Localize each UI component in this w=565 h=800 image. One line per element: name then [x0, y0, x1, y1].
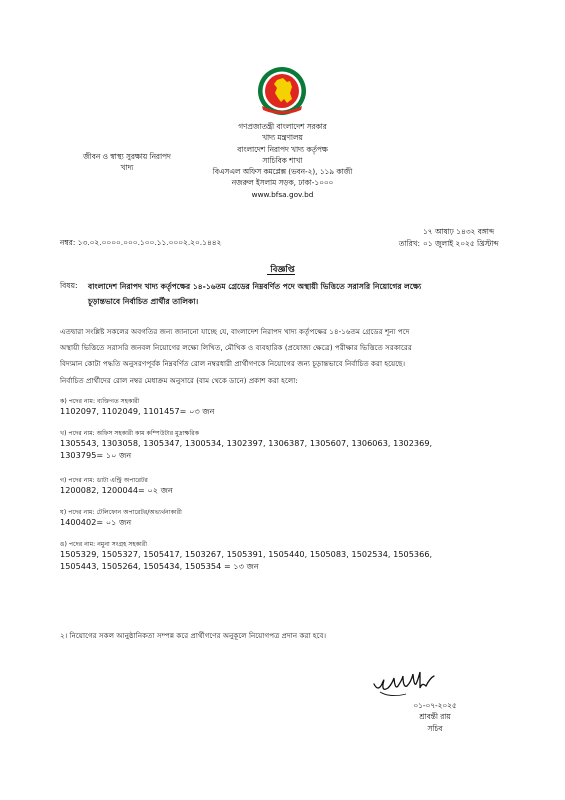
body-line-2: অস্থায়ী ভিত্তিতে সরাসরি জনবল নিয়োগের লক্ষ্যে লিখিত, মৌখিক ও ব্যবহারিক (প্রযোজ্য ক্ষেত্রে) পরীক্ষার ভিত্তিতে সরকারের	[60, 343, 412, 353]
section-title: ক) পদের নাম: ব্যক্তিগত সহকারী	[60, 398, 140, 405]
header-line-section: সাচিবিক শাখা	[262, 155, 303, 165]
section-title: খ) পদের নাম: অফিস সহকারী কাম কম্পিউটার মুদ্রাক্ষরিক	[60, 430, 200, 437]
header-line-address-2: নজরুল ইসলাম সড়ক, ঢাকা-১০০০	[231, 178, 334, 188]
tagline-line-2: খাদ্য	[120, 163, 134, 173]
body-line-3: বিদ্যমান কোটা পদ্ধতি অনুসরণপূর্বক নিম্নবর্ণিত রোল নম্বরধারী প্রার্থীগণকে নিয়োগের জন্য চূড়ান্তভাবে নির্বাচিত করা হয়েছে।	[60, 359, 406, 369]
header-line-ministry: খাদ্য মন্ত্রণালয়	[262, 133, 303, 143]
roll-list-line: 1505329, 1505327, 1505417, 1503267, 1505391, 1505440, 1505083, 1502534, 1505366,	[60, 549, 433, 559]
section-data-entry-operator	[60, 476, 173, 497]
date-bangla: ১৭ আষাঢ় ১৪৩২ বঙ্গাব্দ	[423, 227, 495, 236]
memo-number: নম্বর: ১৩.০২.০০০০.০০০.১০০.১১.০০০২.২০.১৪৪২	[60, 238, 222, 247]
roll-list-line: 1200082, 1200044= ০২ জন	[60, 485, 173, 495]
subject-text	[88, 280, 508, 309]
subject-line-2: চূড়ান্তভাবে নির্বাচিত প্রার্থীর তালিকা।	[88, 296, 199, 306]
final-clause: ২। নিয়োগের সকল আনুষ্ঠানিকতা সম্পন্ন করে প্রার্থীগণের অনুকূলে নিয়োগপত্র প্রদান করা হবে।	[60, 631, 327, 640]
government-emblem	[257, 66, 307, 116]
tagline-line-1: জীবন ও স্বাস্থ্য সুরক্ষায় নিরাপদ	[83, 152, 171, 161]
section-title: ঘ) পদের নাম: টেলিফোন অপারেটর/অভ্যর্থনাকারী	[60, 509, 182, 516]
notice-heading: বিজ্ঞপ্তি	[270, 264, 295, 274]
subject-line-1: বাংলাদেশ নিরাপদ খাদ্য কর্তৃপক্ষের ১৪-১৬তম গ্রেডের নিম্নবর্ণিত পদে অস্থায়ী ভিত্তিতে সরাসরি নিয়োগের লক্ষ্যে	[88, 282, 422, 291]
section-telephone-operator	[60, 508, 182, 529]
roll-list-line: 1505443, 1505264, 1505434, 1505354 = ১৩ জন	[60, 560, 259, 571]
roll-list-line: 1102097, 1102049, 1101457= ০৩ জন	[60, 406, 215, 416]
signature-block	[385, 700, 485, 734]
date-gregorian: ০১ জুলাই ২০২৫ খ্রিস্টাব্দ	[423, 238, 499, 248]
handwritten-signature	[370, 662, 450, 702]
header-line-government: গণপ্রজাতন্ত্রী বাংলাদেশ সরকার	[238, 122, 327, 131]
subject-label: বিষয়:	[60, 281, 78, 290]
date-block	[378, 226, 499, 249]
section-personal-assistant	[60, 397, 215, 418]
body-line-1: এতদ্বারা সংশ্লিষ্ট সকলের অবগতির জন্য জানানো যাচ্ছে যে, বাংলাদেশ নিরাপদ খাদ্য কর্তৃপক্ষের ১৪-১৬তম গ্রেডের শূন্য পদে	[60, 327, 410, 336]
notice-body	[60, 324, 510, 389]
section-sample-collection-assistant	[60, 540, 432, 573]
heading-underline	[267, 274, 295, 275]
header-line-authority: বাংলাদেশ নিরাপদ খাদ্য কর্তৃপক্ষ	[237, 144, 328, 154]
signatory-designation: সচিব	[427, 723, 443, 733]
body-line-4: নির্বাচিত প্রার্থীদের রোল নম্বর মেধাক্রম অনুসারে (বাম থেকে ডানে) প্রকাশ করা হলো:	[60, 375, 298, 385]
signature-date: ০১-০৭-২০২৫	[413, 701, 457, 710]
section-office-assistant	[60, 429, 432, 462]
section-title: গ) পদের নাম: ডাটা এন্ট্রি অপারেটর	[60, 477, 148, 484]
roll-list-line: 1303795= ১০ জন	[60, 449, 132, 460]
section-title: ঙ) পদের নাম: নমুনা সংগ্রহ সহকারী	[60, 541, 148, 548]
roll-list-line: 1400402= ০১ জন	[60, 517, 132, 527]
header-website-link[interactable]: www.bfsa.gov.bd	[251, 189, 314, 199]
roll-list-line: 1305543, 1303058, 1305347, 1300534, 1302397, 1306387, 1305607, 1306063, 1302369,	[60, 438, 433, 448]
signatory-name: শ্রাবন্তী রায়	[419, 712, 451, 722]
date-label: তারিখ:	[398, 238, 420, 248]
tagline	[62, 151, 192, 174]
header-line-address-1: বিএসএল অফিস কমপ্লেক্স (ভবন-২), ১১৯ কাজী	[212, 167, 353, 177]
